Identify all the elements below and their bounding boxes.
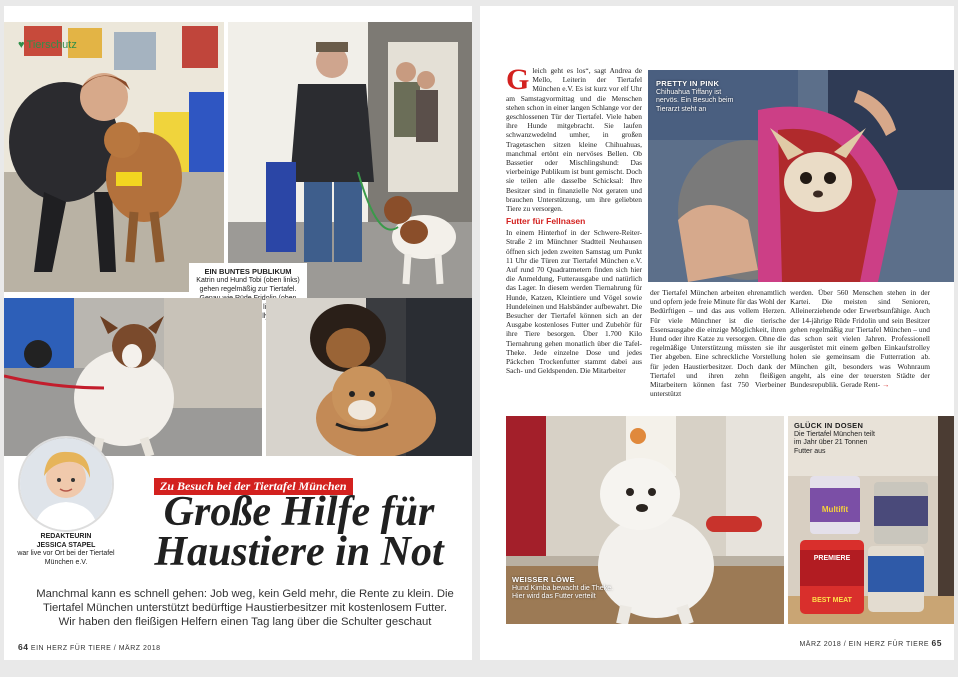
folio-left [18,642,161,652]
column-2-text: der Tiertafel München arbeiten ehrenamtlich und opfern jede freie Minute für das Wohl der Bedürftigen – und das aus vollem Herzen. Für viele Münchner ist die tierische Essensausgabe die einzige Möglichkeit, ihren Hund oder ihre Katze zu versorgen. Ohne die regelmäßige Unterstützung müssten sie ihr Tier abgeben. Eine schreckliche Vorstellung für jeden Haustierbesitzer. Doch dank der Tiertafel und ihren zehn fleißigen Mitarbeitern können fast 750 Vierbeiner unterstützt [650,288,786,399]
caption-lion-text: Hund Kimba bewacht die Theke. Hier wird das Futter verteilt [512,584,614,601]
heart-icon: ♥ [18,39,25,51]
caption-lion-title: WEISSER LÖWE [512,575,575,584]
column-3-text: werden. Über 560 Menschen stehen in der Kartei. Die meisten sind Senioren, Alleinerziehende oder Erwerbsunfähige. Auch der 14-jährige Rüde Fridolin und sein Besitzer gehen regelmäßig zur Tiertafel München – und das schon seit vielen Jahren. Professionell ausgerüstet mit einem gelben Einkaufstrolley holen sie gemeinsam die Futterration ab. München gilt, besonders was Wohnraum angeht, als eine der teuersten Städte der Bundesrepublik. Gerade Rent- [790,288,930,390]
page-number-right: 65 [931,638,942,648]
headline [129,489,469,575]
photo-xenia-and-lilly [266,298,472,456]
photo-caption-text: Katrin und Hund Tobi (oben links) gehen regelmäßig zur Tiertafel. Fridolin Lilly [196,277,300,320]
continue-arrow-icon: → [881,380,890,390]
headline-line-2: Haustiere in Not [154,529,444,575]
column-1-text-2: In einem Hinterhof in der Schwere-Reiter-Straße 2 im Münchner Stadtteil Neuhausen öffnen sich jeden zweiten Samstag um Punkt 11 Uhr die Türen zur Tiertafel München e.V. Auf rund 70 Quadratmetern finden sich hier die Anmeldung, Futterausgabe und natürlich das Lager. In diesem werden Tiernahrung für Hunde, Katzen, Kleintiere und Vögel sowie Hundeleinen und Halsbänder aufbewahrt. Die Besucher der Tiertafel können sich an der Ausgabe kostenloses Futter und Zubehör für ihre Tiere besorgen. Über 1.700 Kilo Tiernahrung gehen monatlich über die Tafel-Theke. Jede einzelne Dose und jedes Päckchen Trockenfutter stammt dabei aus Sach- und Geldspenden. Die Mitarbeiter [506,228,642,376]
ressort-text: Tierschutz [26,39,77,51]
author-role: REDAKTEURIN [40,533,92,540]
can-label-premiere: PREMIERE [813,555,851,562]
left-page [4,6,472,660]
subheading: Futter für Fellnasen [506,216,586,227]
column-1-text: leich geht es los“, sagt Andrea de Mello, Leiterin der Tiertafel München e.V. Es ist kurz vor elf Uhr am Samstagvormittag und die Menschen stehen schon in einer langen Schlange vor der geschlossenen Tür der Tiertafel. Viele haben ihre Hunde mitgebracht. Sie laufen schwanzwedelnd umher, in großen Tragetaschen sitzen kleine Chihuahuas, manchmal ertönt ein nervöses Bellen. Ob Bassetier oder Mischlingshund: Das vierbeinige Publikum ist bunt gemischt. Doch sie teilen alle dasselbe Schicksal: Ihre Besitzer sind in finanzielle Not geraten und brauchen Unterstützung, um ihre geliebten Tiere zu versorgen. [506,66,642,214]
author-name: JESSICA STAPEL [36,541,96,549]
page-number-left: 64 [18,642,29,652]
photo-katrin-and-tobi [4,22,224,292]
article-column-2 [650,288,786,410]
caption-cans-text: Die Tiertafel München teilt im Jahr über 21 Tonnen Futter aus [794,430,875,455]
photo-fridolin-and-owner [228,22,472,298]
caption-weisser-loewe [512,576,622,602]
folio-text-right: MÄRZ 2018 / EIN HERZ FÜR TIERE [799,641,930,648]
caption-pretty-in-pink [656,80,746,114]
headline-line-1: Große Hilfe für [163,489,435,535]
author-note: war live vor Ort bei der Tiertafel München e.V. [17,550,115,566]
right-page [480,6,954,660]
lede: Manchmal kann es schnell gehen: Job weg, kein Geld mehr, die Rente zu klein. Die Tiertafel München unterstützt bedürftige Haustierbesitzer mit kostenlosem Futter. Wir haben den fleißigen Helfern einen Tag lang über die Schulter geschaut [36,588,454,628]
article-column-1 [506,66,642,410]
can-label-best-meat: BEST MEAT [812,597,852,604]
kicker: Zu Besuch bei der Tiertafel München [154,478,353,495]
author-credit [10,533,122,567]
ressort-label [18,39,77,51]
folio-text-left: EIN HERZ FÜR TIERE / MÄRZ 2018 [30,645,161,652]
folio-right [799,638,942,648]
can-label-multifit: Multifit [821,505,849,514]
caption-pink-title: PRETTY IN PINK [656,79,720,88]
photo-fanny [4,298,262,456]
photo-caption-title: EIN BUNTES PUBLIKUM [204,267,292,276]
dropcap: G [506,66,530,96]
caption-cans-title: GLÜCK IN DOSEN [794,421,864,430]
caption-pink-text: Chihuahua Tiffany ist nervös. Ein Besuch beim Tierarzt steht an [656,88,734,113]
author-avatar [18,436,114,532]
article-column-3 [790,288,930,410]
caption-glueck-in-dosen [794,422,882,456]
